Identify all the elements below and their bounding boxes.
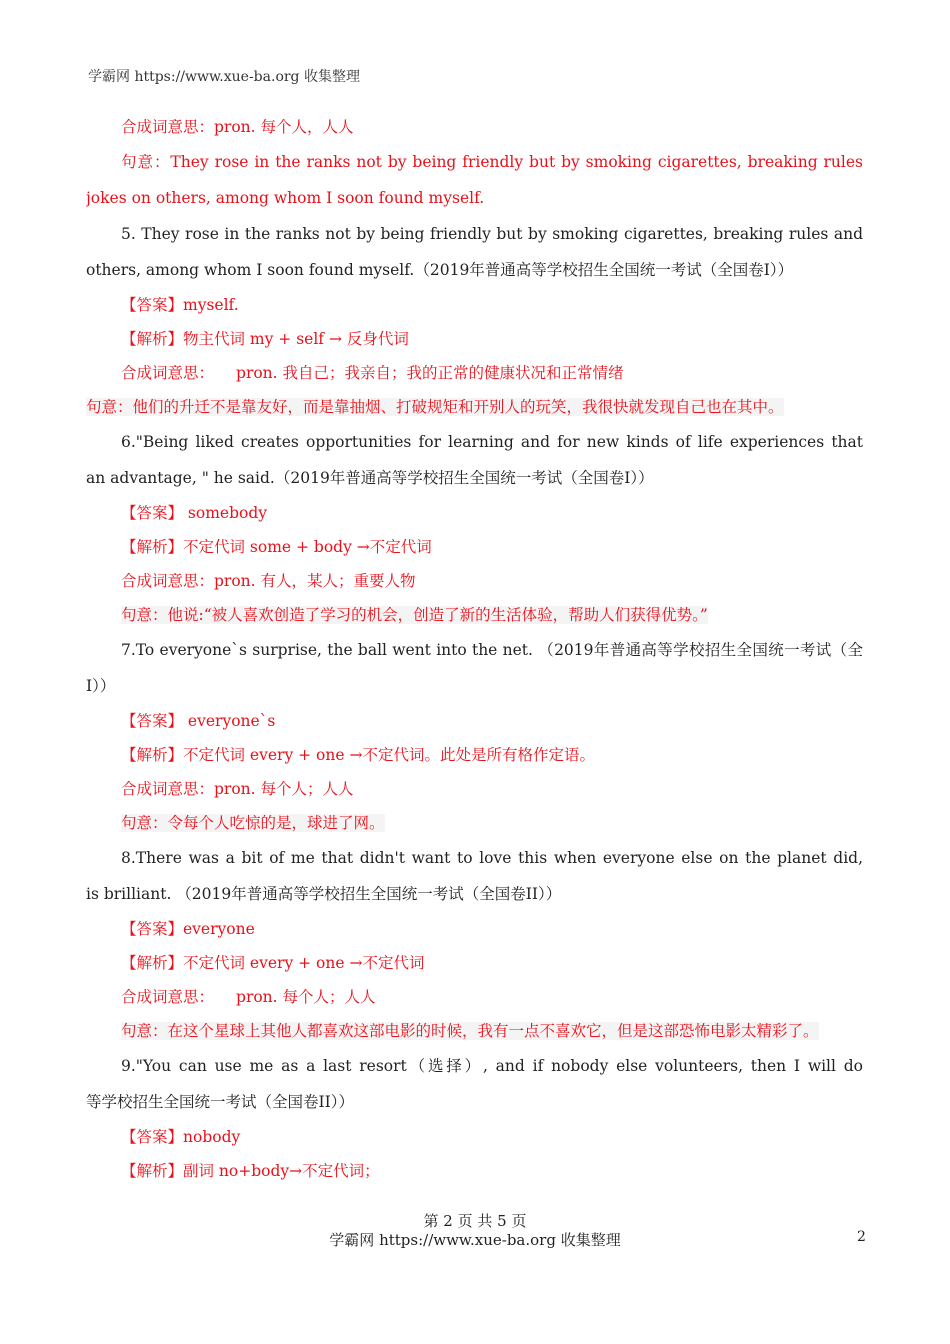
question-8-source: is brilliant. （2019年普通高等学校招生全国统一考试（全国卷II））	[86, 885, 562, 903]
page-header: 学霸网 https://www.xue-ba.org 收集整理	[88, 69, 360, 85]
sentence-meaning-7	[86, 806, 863, 840]
question-5-source: others, among whom I soon found myself.（2019年普通高等学校招生全国统一考试（全国卷I））	[86, 261, 794, 279]
question-9-source: 等学校招生全国统一考试（全国卷II））	[86, 1093, 354, 1111]
compound-meaning-label: 合成词意思：	[121, 988, 215, 1006]
document-body	[86, 110, 863, 1188]
compound-meaning-7: 合成词意思：pron. 每个人；人人	[121, 780, 354, 798]
question-7-source: I））	[86, 677, 116, 695]
answer-5: 【答案】myself.	[121, 296, 239, 314]
question-5-text: 5. They rose in the ranks not by being friendly but by smoking cigarettes, breaking rules and	[121, 225, 863, 243]
page-footer: 学霸网 https://www.xue-ba.org 收集整理	[329, 1231, 621, 1249]
question-9-text: 9."You can use me as a last resort（选择）, and if nobody else volunteers, then I will do	[121, 1057, 863, 1075]
compound-meaning-6: 合成词意思：pron. 有人，某人；重要人物	[121, 572, 416, 590]
answer-9: 【答案】nobody	[121, 1128, 241, 1146]
answer-7: 【答案】 everyone`s	[121, 712, 276, 730]
sentence-meaning-text: 句意：令每个人吃惊的是，球进了网。	[121, 814, 385, 832]
question-7-text: 7.To everyone`s surprise, the ball went into the net. （2019年普通高等学校招生全国统一考试（全	[121, 641, 863, 659]
sentence-meaning-8	[86, 1014, 863, 1048]
compound-meaning-8	[86, 980, 863, 1014]
compound-meaning-label: 合成词意思：	[121, 364, 215, 382]
compound-meaning-value: pron. 每个人；人人	[236, 988, 376, 1006]
analysis-9: 【解析】副词 no+body→不定代词；	[121, 1162, 380, 1180]
answer-6: 【答案】 somebody	[121, 504, 268, 522]
sentence-meaning-text: 句意：他们的升迁不是靠友好，而是靠抽烟、打破规矩和开别人的玩笑，我很快就发现自己也在其中。	[86, 398, 784, 416]
question-6-source: an advantage, " he said.（2019年普通高等学校招生全国统一考试（全国卷I））	[86, 469, 654, 487]
compound-meaning-value: pron. 我自己；我亲自；我的正常的健康状况和正常情绪	[236, 364, 624, 382]
answer-8: 【答案】everyone	[121, 920, 255, 938]
page-count: 第 2 页 共 5 页	[423, 1212, 527, 1230]
compound-meaning-line: 合成词意思：pron. 每个人，人人	[121, 118, 354, 136]
sentence-meaning-5	[86, 390, 863, 424]
analysis-7: 【解析】不定代词 every + one →不定代词。此处是所有格作定语。	[121, 746, 595, 764]
analysis-8: 【解析】不定代词 every + one →不定代词	[121, 954, 425, 972]
question-6-text: 6."Being liked creates opportunities for learning and for new kinds of life experiences that	[121, 433, 863, 451]
compound-meaning-5	[86, 356, 863, 390]
question-8-text: 8.There was a bit of me that didn't want to love this when everyone else on the planet did,	[121, 849, 863, 867]
sentence-meaning-text: 句意：在这个星球上其他人都喜欢这部电影的时候，我有一点不喜欢它，但是这部恐怖电影太精彩了。	[121, 1022, 819, 1040]
sentence-meaning-6	[86, 598, 863, 632]
sentence-meaning-line: 句意：They rose in the ranks not by being friendly but by smoking cigarettes, breaking rules	[121, 153, 863, 171]
analysis-5: 【解析】物主代词 my + self → 反身代词	[121, 330, 409, 348]
page-number: 2	[857, 1229, 866, 1245]
sentence-meaning-continuation: jokes on others, among whom I soon found myself.	[86, 189, 485, 207]
analysis-6: 【解析】不定代词 some + body →不定代词	[121, 538, 432, 556]
sentence-meaning-text: 句意：他说:“被人喜欢创造了学习的机会，创造了新的生活体验，帮助人们获得优势。”	[121, 606, 708, 624]
